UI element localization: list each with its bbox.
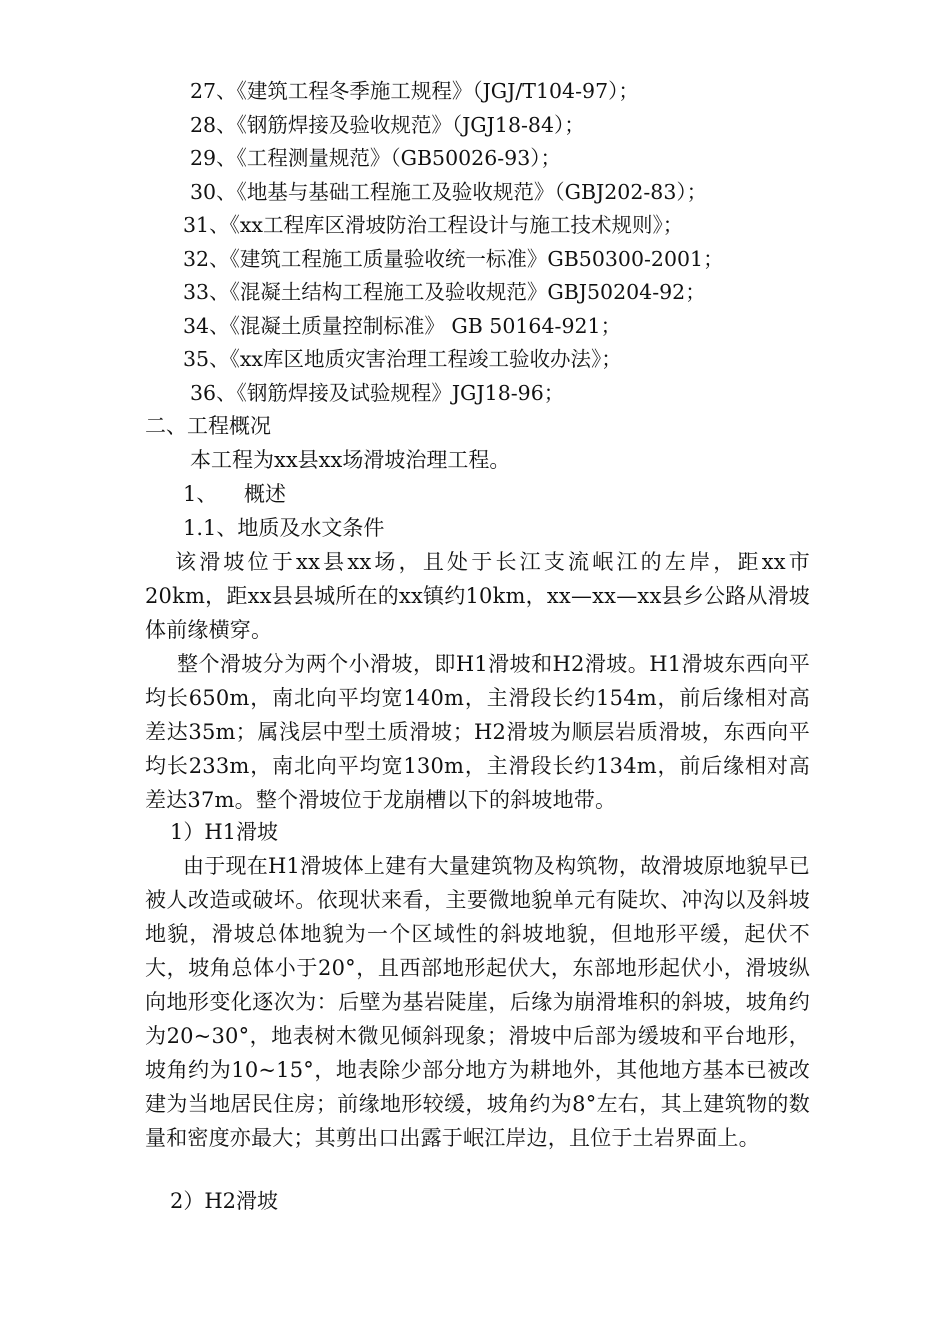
reference-item: 30、《地基与基础工程施工及验收规范》（GBJ202-83）；: [190, 180, 708, 204]
section-heading: 二、工程概况: [145, 414, 271, 438]
reference-item: 29、《工程测量规范》（GB50026-93）；: [190, 146, 562, 170]
reference-item: 34、《混凝土质量控制标准》 GB 50164-921；: [183, 314, 622, 338]
reference-item: 31、《xx工程库区滑坡防治工程设计与施工技术规则》；: [183, 213, 684, 237]
subsection-heading: 1.1、地质及水文条件: [183, 516, 385, 540]
subsection-heading: 2）H2滑坡: [170, 1189, 279, 1213]
paragraph: 该滑坡位于xx县xx场，且处于长江支流岷江的左岸，距xx市20km，距xx县县城所在的xx镇约10km，xx—xx—xx县乡公路从滑坡体前缘横穿。: [145, 550, 810, 642]
reference-item: 32、《建筑工程施工质量验收统一标准》GB50300-2001；: [183, 247, 724, 271]
reference-item: 36、《钢筋焊接及试验规程》JGJ18-96；: [190, 381, 565, 405]
reference-item: 33、《混凝土结构工程施工及验收规范》GBJ50204-92；: [183, 280, 706, 304]
subsection-heading: 1）H1滑坡: [170, 820, 279, 844]
paragraph: 整个滑坡分为两个小滑坡，即H1滑坡和H2滑坡。H1滑坡东西向平均长650m，南北向平均宽140m，主滑段长约154m，前后缘相对高差达35m；属浅层中型土质滑坡；H2滑坡为顺层岩质滑坡，东西向平均长233m，南北向平均宽130m，主滑段长约134m，前后缘相对高差达37m。整个滑坡位于龙崩槽以下的斜坡地带。: [145, 652, 810, 812]
reference-item: 35、《xx库区地质灾害治理工程竣工验收办法》；: [183, 347, 622, 371]
subsection-heading: 1、 概述: [183, 482, 287, 506]
intro-text: 本工程为xx县xx场滑坡治理工程。: [190, 448, 511, 472]
reference-item: 28、《钢筋焊接及验收规范》（JGJ18-84）；: [190, 113, 585, 137]
reference-item: 27、《建筑工程冬季施工规程》（JGJ/T104-97）；: [190, 79, 639, 103]
paragraph: 由于现在H1滑坡体上建有大量建筑物及构筑物，故滑坡原地貌早已被人改造或破坏。依现状来看，主要微地貌单元有陡坎、冲沟以及斜坡地貌，滑坡总体地貌为一个区域性的斜坡地貌，但地形平缓，起伏不大，坡角总体小于20°，且西部地形起伏大，东部地形起伏小，滑坡纵向地形变化逐次为：后壁为基岩陡崖，后缘为崩滑堆积的斜坡，坡角约为20~30°，地表树木微见倾斜现象；滑坡中后部为缓坡和平台地形，坡角约为10~15°，地表除少部分地方为耕地外，其他地方基本已被改建为当地居民住房；前缘地形较缓，坡角约为8°左右，其上建筑物的数量和密度亦最大；其剪出口出露于岷江岸边，且位于土岩界面上。: [145, 854, 810, 1150]
